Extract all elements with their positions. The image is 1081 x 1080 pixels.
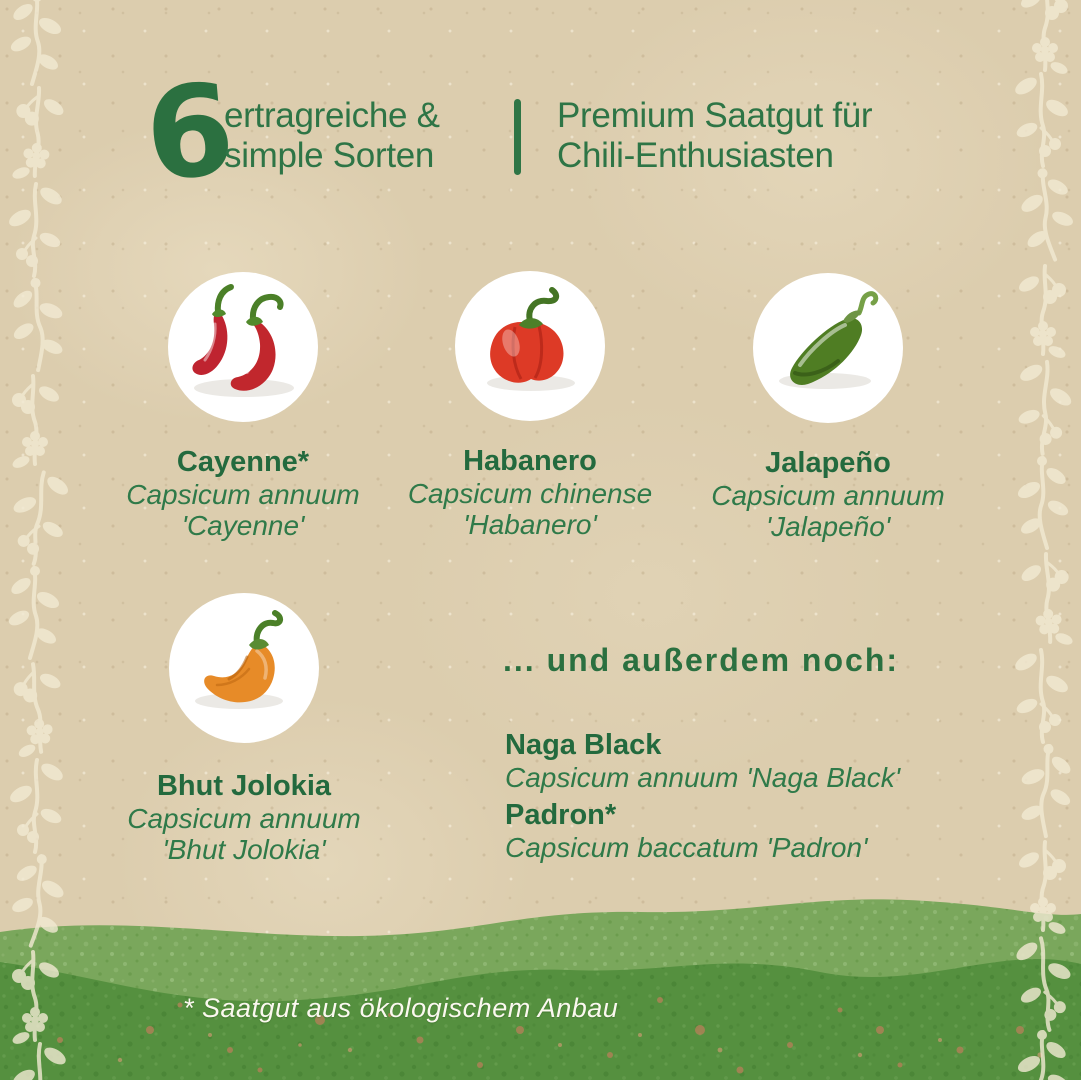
additional-item-name: Padron* xyxy=(505,799,617,831)
latin-line1: Capsicum annuum xyxy=(711,480,945,511)
header-divider xyxy=(514,99,521,175)
green-jalapeno-pepper-photo xyxy=(753,273,903,423)
organic-seed-footnote: * Saatgut aus ökologischem Anbau xyxy=(183,993,619,1023)
orange-bhut-jolokia-pepper-photo xyxy=(169,593,319,743)
header-claim xyxy=(557,96,872,176)
variety-latin-name xyxy=(104,803,384,865)
variety-name: Jalapeño xyxy=(765,447,891,479)
latin-line1: Capsicum annuum xyxy=(126,479,360,510)
header-subtitle xyxy=(224,96,440,176)
header-subtitle-line1: ertragreiche & xyxy=(224,96,440,135)
cayenne-photo-circle xyxy=(168,272,318,422)
variety-name: Habanero xyxy=(463,445,597,477)
additional-item-latin: Capsicum annuum 'Naga Black' xyxy=(505,762,901,793)
latin-line2: 'Jalapeño' xyxy=(765,511,891,542)
latin-line1: Capsicum annuum xyxy=(127,803,361,834)
latin-line2: 'Cayenne' xyxy=(181,510,305,541)
latin-line2: 'Habanero' xyxy=(463,509,597,540)
footer-wave-graphic xyxy=(0,880,1081,1080)
variety-card-habanero xyxy=(390,271,670,541)
additional-heading: ... und außerdem noch: xyxy=(503,642,900,678)
habanero-photo-circle xyxy=(455,271,605,421)
latin-line2: 'Bhut Jolokia' xyxy=(162,834,326,865)
header-subtitle-line2: simple Sorten xyxy=(224,136,435,175)
additional-item-name: Naga Black xyxy=(505,729,662,761)
variety-card-jalapeno xyxy=(688,273,968,543)
variety-latin-name xyxy=(103,479,383,541)
variety-card-cayenne xyxy=(103,272,383,542)
variety-count: 6 xyxy=(139,55,240,210)
variety-name: Bhut Jolokia xyxy=(156,770,331,802)
variety-latin-name xyxy=(688,480,968,542)
jalapeno-photo-circle xyxy=(753,273,903,423)
variety-card-bhut-jolokia xyxy=(104,593,384,873)
latin-line1: Capsicum chinense xyxy=(407,478,653,509)
bhut-jolokia-photo-circle xyxy=(169,593,319,743)
red-habanero-pepper-photo xyxy=(455,271,605,421)
cayenne-red-chili-peppers-photo xyxy=(168,272,318,422)
header-claim-line2: Chili-Enthusiasten xyxy=(557,136,834,175)
variety-latin-name xyxy=(390,478,670,540)
header-claim-line1: Premium Saatgut für xyxy=(557,96,873,135)
variety-name: Cayenne* xyxy=(176,446,310,478)
additional-item-latin: Capsicum baccatum 'Padron' xyxy=(505,832,868,863)
